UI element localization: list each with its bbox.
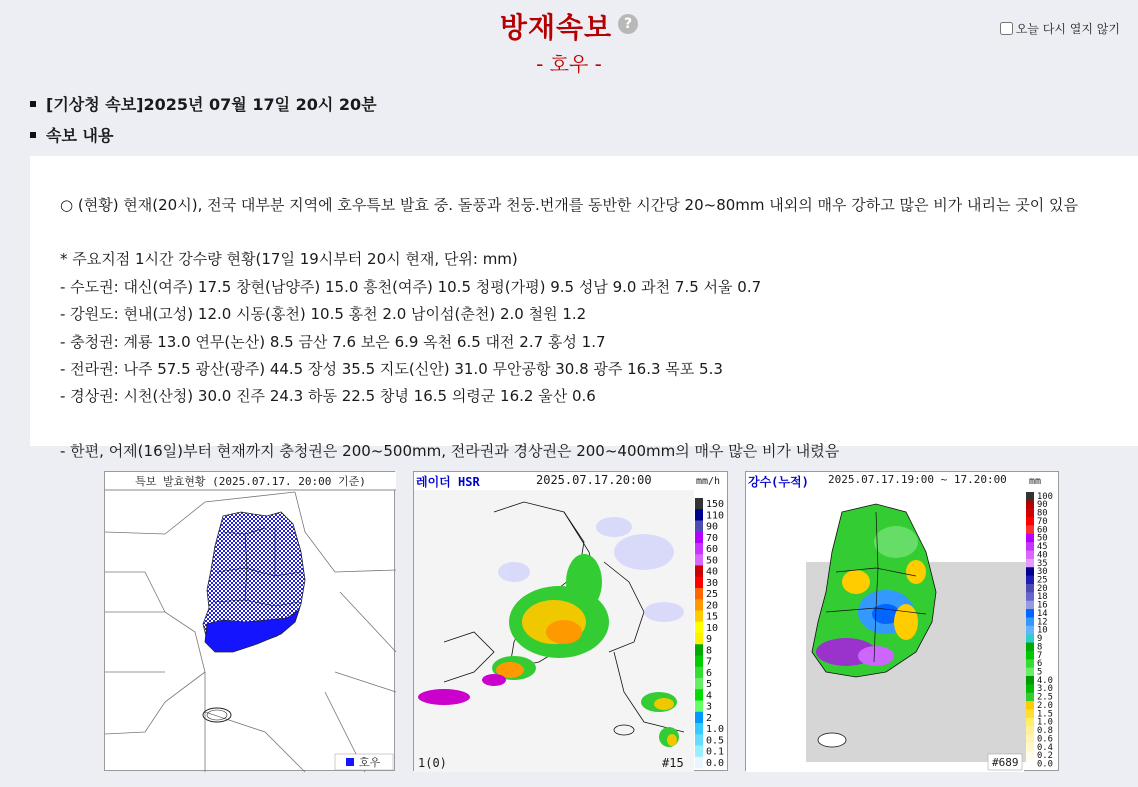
accumulated-map[interactable] <box>745 471 1059 771</box>
page-subtitle: - 호우 - <box>536 52 602 76</box>
scale-label: 40 <box>1037 550 1048 561</box>
source-line-text: [기상청 속보]2025년 07월 17일 20시 20분 <box>46 95 377 114</box>
scale-label: 50 <box>1037 533 1048 544</box>
scale-swatch <box>1026 643 1034 652</box>
scale-label: 80 <box>1037 508 1048 519</box>
scale-label: 16 <box>1037 600 1048 611</box>
scale-label: 7 <box>1037 650 1043 661</box>
scale-swatch <box>695 667 703 679</box>
scale-swatch <box>1026 617 1034 626</box>
scale-label: 45 <box>1037 542 1048 553</box>
scale-label: 5 <box>1037 667 1043 678</box>
scale-swatch <box>1026 701 1034 710</box>
scale-swatch <box>1026 584 1034 593</box>
scale-swatch <box>695 644 703 656</box>
scale-label: 25 <box>1037 575 1048 586</box>
scale-label: 0.6 <box>1037 734 1053 745</box>
scale-swatch <box>695 701 703 713</box>
scale-label: 3 <box>706 701 713 713</box>
rainfall-line: - 강원도: 현내(고성) 12.0 시동(홍천) 10.5 홍천 2.0 남이섬(춘천) 2.0 철원 1.2 <box>60 305 587 324</box>
scale-label: 90 <box>706 521 719 533</box>
scale-swatch <box>695 566 703 578</box>
scale-swatch <box>695 599 703 611</box>
scale-label: 10 <box>1037 625 1048 636</box>
map-panels <box>0 471 1138 771</box>
scale-label: 50 <box>706 555 719 567</box>
scale-swatch <box>1026 760 1034 769</box>
status-line: ○ (현황) 현재(20시), 전국 대부분 지역에 호우특보 발효 중. 돌풍과 천둥.번개를 동반한 시간당 20~80mm 내외의 매우 강하고 많은 비가 내리는 곳이 있음 <box>60 196 1078 214</box>
scale-swatch <box>695 633 703 645</box>
accumulated-line: - 한편, 어제(16일)부터 현재까지 충청권은 200~500mm, 전라권과 경상권은 200~400mm의 매우 많은 비가 내렸음 <box>60 441 840 460</box>
scale-label: 150 <box>706 499 725 511</box>
scale-swatch <box>1026 509 1034 518</box>
scale-label: 6 <box>1037 659 1043 670</box>
page-title: 방재속보 <box>499 11 613 44</box>
rainfall-line: - 충청권: 계룡 13.0 연무(논산) 8.5 금산 7.6 보은 6.9 옥천 6.5 대전 2.7 홍성 1.7 <box>60 332 606 351</box>
scale-label: 30 <box>706 577 719 589</box>
scale-label: 0.0 <box>706 757 725 769</box>
warning-map[interactable] <box>104 471 395 771</box>
scale-label: 60 <box>706 544 719 556</box>
scale-swatch <box>1026 517 1034 526</box>
help-icon[interactable]: ? <box>618 14 638 34</box>
scale-swatch <box>1026 609 1034 618</box>
warning-map-caption: 특보 발효현황 (2025.07.17. 20:00 기준) <box>135 475 366 488</box>
scale-swatch <box>1026 576 1034 585</box>
rainfall-heading: * 주요지점 1시간 강수량 현황(17일 19시부터 20시 현재, 단위: mm) <box>60 250 518 269</box>
scale-swatch <box>1026 525 1034 534</box>
scale-swatch <box>695 746 703 758</box>
scale-label: 0.0 <box>1037 759 1053 770</box>
scale-swatch <box>695 757 703 769</box>
scale-label: 14 <box>1037 608 1048 619</box>
scale-swatch <box>695 521 703 533</box>
bullet-square-icon <box>30 132 36 138</box>
scale-swatch <box>1026 693 1034 702</box>
scale-swatch <box>695 543 703 555</box>
scale-label: 20 <box>706 600 719 612</box>
scale-label: 100 <box>1037 491 1053 502</box>
scale-label: 15 <box>706 611 719 623</box>
scale-swatch <box>695 734 703 746</box>
scale-swatch <box>695 712 703 724</box>
scale-label: 1.0 <box>1037 717 1053 728</box>
radar-unit: mm/h <box>696 476 721 487</box>
bulletin-content[interactable] <box>30 156 1138 460</box>
scale-label: 10 <box>706 622 719 634</box>
accum-unit: mm <box>1029 476 1042 487</box>
scale-label: 25 <box>706 589 719 601</box>
scale-swatch <box>695 689 703 701</box>
scale-label: 8 <box>1037 642 1043 653</box>
scale-swatch <box>1026 492 1034 501</box>
scale-label: 0.1 <box>706 746 725 758</box>
scale-swatch <box>1026 542 1034 551</box>
scale-swatch <box>1026 567 1034 576</box>
scale-swatch <box>695 656 703 668</box>
scale-label: 60 <box>1037 525 1048 536</box>
scale-swatch <box>1026 684 1034 693</box>
scale-label: 9 <box>1037 634 1043 645</box>
legend-swatch <box>346 758 354 766</box>
scale-swatch <box>1026 709 1034 718</box>
radar-map[interactable] <box>413 471 728 771</box>
scale-label: 2 <box>706 712 713 724</box>
bullet-square-icon <box>30 101 36 107</box>
scale-label: 35 <box>1037 558 1048 569</box>
scale-swatch <box>1026 668 1034 677</box>
scale-swatch <box>1026 735 1034 744</box>
rainfall-line: - 수도권: 대신(여주) 17.5 창현(남양주) 15.0 흥천(여주) 10.5 청평(가평) 9.5 성남 9.0 과천 7.5 서울 0.7 <box>60 277 762 296</box>
scale-swatch <box>1026 726 1034 735</box>
scale-swatch <box>1026 592 1034 601</box>
scale-swatch <box>1026 651 1034 660</box>
scale-swatch <box>1026 601 1034 610</box>
accum-corner-right: #689 <box>992 756 1019 769</box>
scale-swatch <box>695 723 703 735</box>
scale-swatch <box>1026 718 1034 727</box>
scale-label: 90 <box>1037 500 1048 511</box>
scale-swatch <box>695 498 703 510</box>
scale-swatch <box>1026 676 1034 685</box>
scale-swatch <box>1026 500 1034 509</box>
scale-label: 1.0 <box>706 724 725 736</box>
rainfall-line: - 전라권: 나주 57.5 광산(광주) 44.5 장성 35.5 지도(신안) 31.0 무안공항 30.8 광주 16.3 목포 5.3 <box>60 360 723 379</box>
scale-swatch <box>1026 534 1034 543</box>
scale-label: 0.2 <box>1037 751 1053 762</box>
rainfall-line: - 경상권: 시천(산청) 30.0 진주 24.3 하동 22.5 창녕 16.5 의령군 16.2 울산 0.6 <box>60 387 596 406</box>
scale-label: 40 <box>706 566 719 578</box>
scale-label: 20 <box>1037 583 1048 594</box>
scale-label: 12 <box>1037 617 1048 628</box>
radar-time: 2025.07.17.20:00 <box>536 473 652 487</box>
scale-label: 30 <box>1037 567 1048 578</box>
dismiss-label: 오늘 다시 열지 않기 <box>1015 22 1120 36</box>
scale-label: 70 <box>1037 516 1048 527</box>
content-heading-text: 속보 내용 <box>46 126 114 145</box>
scale-label: 7 <box>706 656 713 668</box>
scale-label: 0.4 <box>1037 742 1053 753</box>
scale-swatch <box>1026 659 1034 668</box>
scale-label: 18 <box>1037 592 1048 603</box>
scale-swatch <box>695 588 703 600</box>
scale-swatch <box>695 678 703 690</box>
scale-label: 4 <box>706 690 713 702</box>
scale-label: 3.0 <box>1037 684 1053 695</box>
accum-title: 강수(누적) <box>748 475 809 489</box>
source-line <box>30 92 377 115</box>
radar-corner-left: 1(0) <box>418 756 447 770</box>
radar-corner-right: #15 <box>662 756 684 770</box>
dismiss-today[interactable] <box>1000 20 1120 37</box>
scale-label: 2.0 <box>1037 700 1053 711</box>
warning-legend-label: 호우 <box>359 756 381 769</box>
scale-label: 1.5 <box>1037 709 1053 720</box>
scale-swatch <box>1026 634 1034 643</box>
dismiss-checkbox[interactable] <box>1000 22 1013 35</box>
scale-swatch <box>695 611 703 623</box>
scale-swatch <box>1026 743 1034 752</box>
scale-swatch <box>1026 751 1034 760</box>
scale-swatch <box>695 622 703 634</box>
scale-swatch <box>1026 551 1034 560</box>
scale-swatch <box>695 554 703 566</box>
scale-label: 5 <box>706 679 713 691</box>
scale-label: 9 <box>706 634 713 646</box>
scale-swatch <box>695 577 703 589</box>
scale-swatch <box>695 509 703 521</box>
scale-label: 110 <box>706 510 725 522</box>
scale-label: 0.5 <box>706 735 725 747</box>
scale-swatch <box>1026 626 1034 635</box>
accum-time: 2025.07.17.19:00 ~ 17.20:00 <box>828 473 1007 486</box>
scale-swatch <box>1026 559 1034 568</box>
scale-label: 4.0 <box>1037 675 1053 686</box>
scale-label: 8 <box>706 645 713 657</box>
scale-swatch <box>695 532 703 544</box>
content-heading <box>30 123 113 146</box>
scale-label: 6 <box>706 667 713 679</box>
header <box>0 0 1138 80</box>
radar-title: 레이더 HSR <box>416 475 480 489</box>
title-row <box>0 6 1138 46</box>
scale-label: 2.5 <box>1037 692 1053 703</box>
scale-label: 0.8 <box>1037 726 1053 737</box>
scale-label: 70 <box>706 532 719 544</box>
